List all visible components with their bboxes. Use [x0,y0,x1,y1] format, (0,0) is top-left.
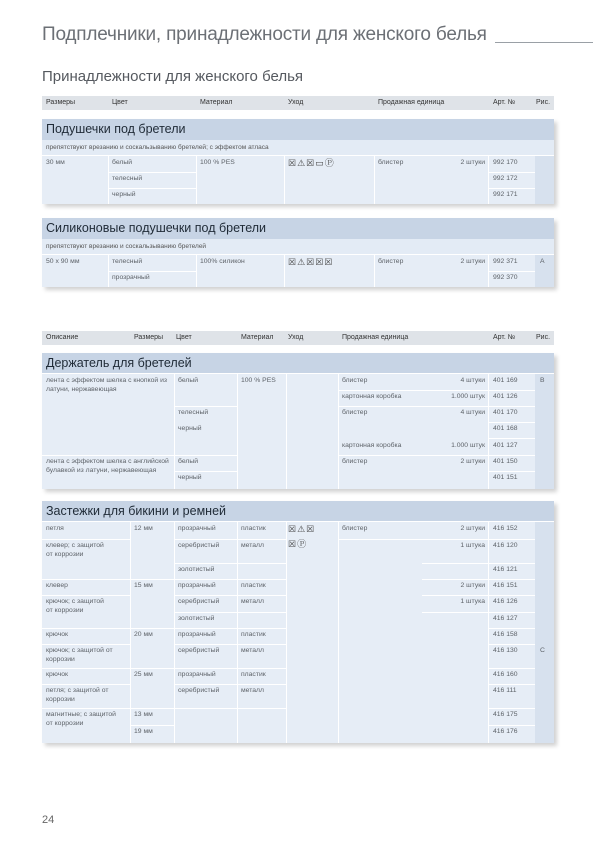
color: прозрачный [178,525,216,532]
article-number: 416 152 [493,525,518,532]
material: пластик [241,671,266,678]
group-title: Застежки для бикини и ремней [42,501,554,522]
article-number: 416 127 [493,615,518,622]
article-number: 416 111 [493,687,517,694]
color: белый [178,377,199,384]
col-color: Цвет [112,99,128,106]
material: пластик [241,582,266,589]
color: прозрачный [178,631,216,638]
article-number: 416 120 [493,542,518,549]
material: пластик [241,631,266,638]
package: блистер [342,458,368,465]
quantity: 1 штука [460,598,485,605]
description: крючок; с защитой от коррозии [46,598,104,614]
package: блистер [378,159,404,166]
article-number: 992 172 [493,175,518,182]
article-number: 401 150 [493,458,518,465]
article-number: 416 130 [493,647,518,654]
material: металл [241,647,264,654]
col-fig: Рис. [536,334,551,341]
color: черный [178,474,202,481]
article-number: 416 158 [493,631,518,638]
quantity: 2 штуки [460,258,485,265]
article-number: 401 151 [493,474,518,481]
color: серебристый [178,647,220,654]
article-number: 401 169 [493,377,518,384]
col-unit: Продажная единица [378,99,445,106]
color: белый [112,159,133,166]
product-group [42,119,554,204]
quantity: 1.000 штук [451,393,485,400]
color: серебристый [178,542,220,549]
article-number: 401 126 [493,393,518,400]
description: лента с эффектом шелка с кнопкой из латуни, нержавеющая [46,377,168,393]
description: магнитные; с защитой от коррозии [46,711,116,727]
material: 100 % PES [241,377,276,384]
article-number: 401 127 [493,442,518,449]
col-art: Арт. № [493,334,516,341]
package: блистер [342,525,368,532]
col-desc: Описание [46,334,79,341]
col-material: Материал [200,99,233,106]
quantity: 2 штуки [460,458,485,465]
table-header-2 [42,331,554,345]
description: крючок; с защитой от коррозии [46,647,113,663]
color: серебристый [178,687,220,694]
material: металл [241,687,264,694]
col-material: Материал [241,334,274,341]
col-sizes: Размеры [134,334,164,341]
article-number: 416 160 [493,671,518,678]
care-icons: ☒⚠☒☒☒ [288,257,334,267]
quantity: 1 штука [460,542,485,549]
size: 25 мм [134,671,153,678]
title-rule [495,42,593,43]
color: серебристый [178,598,220,605]
color: прозрачный [178,582,216,589]
product-group [42,218,554,287]
product-group [42,501,554,743]
package: блистер [342,409,368,416]
material: металл [241,598,264,605]
article-number: 992 370 [493,274,518,281]
description: петля [46,525,64,532]
quantity: 2 штуки [460,525,485,532]
page-number: 24 [42,814,55,826]
quantity: 1.000 штук [451,442,485,449]
article-number: 416 176 [493,728,518,735]
description: крючок [46,671,68,678]
article-number: 416 126 [493,598,518,605]
color: прозрачный [178,671,216,678]
care-icons: ☒⚠☒ [288,524,316,534]
color: прозрачный [112,274,150,281]
package: блистер [378,258,404,265]
material: металл [241,542,264,549]
col-unit: Продажная единица [342,334,409,341]
table-header-1 [42,96,554,110]
figure-ref: C [540,647,545,654]
figure-ref: B [540,377,545,384]
article-number: 401 168 [493,425,518,432]
quantity: 4 штуки [460,377,485,384]
article-number: 416 175 [493,711,518,718]
col-art: Арт. № [493,99,516,106]
col-care: Уход [288,334,304,341]
article-number: 416 121 [493,566,518,573]
color: черный [178,425,202,432]
description: петля; с защитой от коррозии [46,687,109,703]
size: 12 мм [134,525,153,532]
col-sizes: Размеры [46,99,76,106]
size: 13 мм [134,711,153,718]
material: 100 % PES [200,159,235,166]
care-icons: ☒⚠☒▭Ⓟ [288,158,335,168]
package: картонная коробка [342,393,402,400]
product-group [42,353,554,489]
group-title: Держатель для бретелей [42,353,554,374]
description: клевер [46,582,68,589]
material: 100% силикон [200,258,245,265]
group-subtitle: препятствуют врезанию и соскальзыванию бретелей; с эффектом атласа [42,140,554,156]
size: 30 мм [46,159,65,166]
section-title: Принадлежности для женского белья [42,68,304,85]
color: телесный [112,175,143,182]
col-fig: Рис. [536,99,551,106]
article-number: 416 151 [493,582,518,589]
color: телесный [112,258,143,265]
description: крючок [46,631,68,638]
size: 50 x 90 мм [46,258,80,265]
care-icons: ☒Ⓟ [288,539,308,549]
article-number: 992 171 [493,191,518,198]
group-title: Силиконовые подушечки под бретели [42,218,554,239]
page-title: Подплечники, принадлежности для женского белья [42,24,487,45]
material: пластик [241,525,266,532]
quantity: 4 штуки [460,409,485,416]
article-number: 992 170 [493,159,518,166]
color: белый [178,458,199,465]
color: золотистый [178,615,215,622]
size: 19 мм [134,728,153,735]
color: золотистый [178,566,215,573]
size: 20 мм [134,631,153,638]
article-number: 401 170 [493,409,518,416]
article-number: 992 371 [493,258,518,265]
col-care: Уход [288,99,304,106]
quantity: 2 штуки [460,159,485,166]
col-color: Цвет [176,334,192,341]
description: лента с эффектом шелка с английской булавкой из латуни, нержавеющая [46,458,169,474]
figure-ref: A [540,258,545,265]
group-subtitle: препятствуют врезанию и соскальзыванию бретелей [42,239,554,255]
quantity: 2 штуки [460,582,485,589]
package: блистер [342,377,368,384]
color: телесный [178,409,209,416]
size: 15 мм [134,582,153,589]
color: черный [112,191,136,198]
description: клевер; с защитой от коррозии [46,542,104,558]
package: картонная коробка [342,442,402,449]
group-title: Подушечки под бретели [42,119,554,140]
